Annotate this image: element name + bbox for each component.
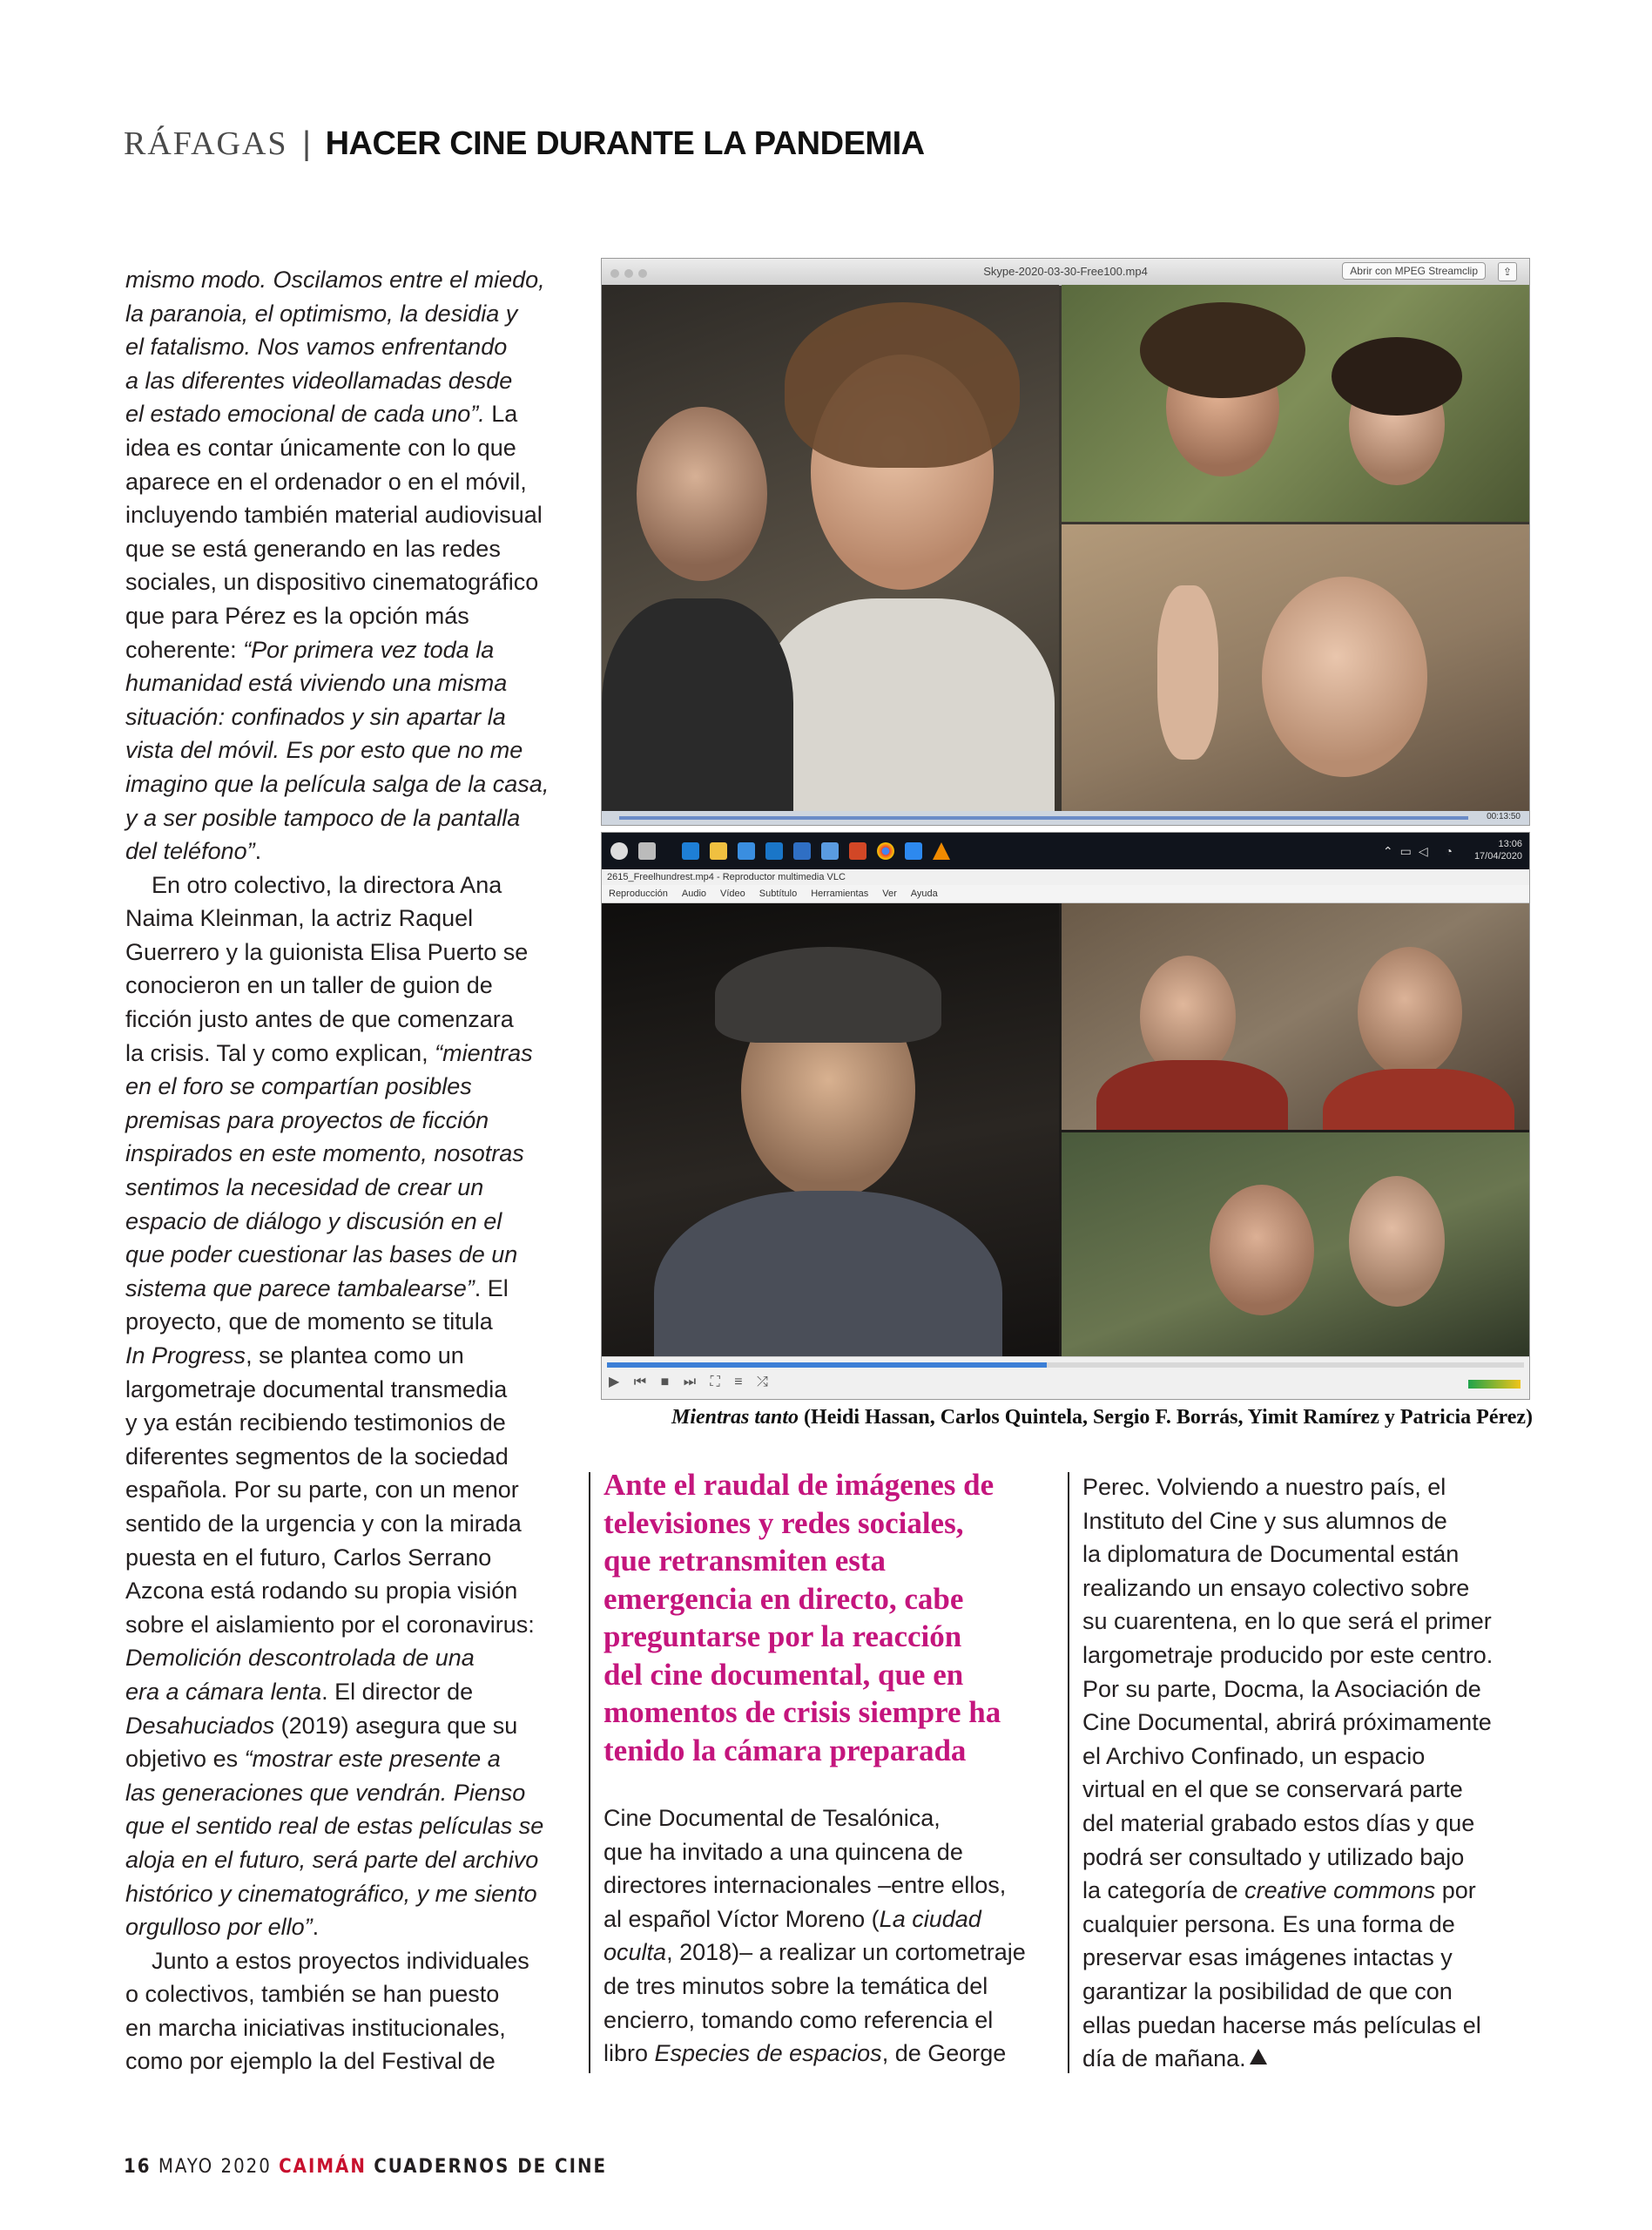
pull-quote-line: del cine documental, que en [603,1657,964,1692]
face-person [1358,947,1462,1078]
text-line: conocieron en un taller de guion de [125,972,493,999]
video-tile-top-right [1062,285,1529,522]
text-line: sociales, un dispositivo cinematográfico [125,569,539,596]
text-line: Guerrero y la guionista Elisa Puerto se [125,938,529,965]
body-shape [1096,1060,1288,1130]
body-shape [759,598,1055,811]
pull-quote-line: preguntarse por la reacción [603,1619,962,1653]
text-line: largometraje documental transmedia [125,1375,508,1402]
text-line: al español Víctor Moreno (La ciudad [603,1905,981,1932]
text-line: sentimos la necesidad de crear un [125,1174,484,1201]
vlc-menu-item: Ver [882,889,897,899]
volume-icon [1468,1380,1521,1389]
cap-shape [715,947,941,1043]
text-line: que se está generando en las redes [125,535,501,562]
text-line: del material grabado estos días y que [1082,1809,1475,1836]
text-line: diferentes segmentos de la sociedad [125,1443,509,1470]
text-line: y ya están recibiendo testimonios de [125,1409,506,1436]
vlc-menu-item: Ayuda [910,889,938,899]
text-line: de tres minutos sobre la temática del [603,1972,988,1999]
text-line: directores internacionales –entre ellos, [603,1872,1007,1899]
face-person [1210,1185,1314,1315]
vlc-window-title: 2615_Freelhundrest.mp4 - Reproductor multimedia VLC [602,869,1529,885]
system-tray: ⌃▭◁ ◔ [1382,844,1460,858]
video-tile-top-right [1062,903,1529,1130]
text-line: largometraje producido por este centro. [1082,1641,1494,1668]
magazine-name: CUADERNOS DE CINE [374,2156,608,2178]
pull-quote-line: Ante el raudal de imágenes de [603,1468,995,1502]
text-line: Desahuciados (2019) asegura que su [125,1712,518,1739]
text-line: idea es contar únicamente con lo que [125,434,516,461]
text-line: humanidad está viviendo una misma [125,670,508,697]
issue-date: MAYO 2020 [158,2156,272,2178]
vlc-menu-bar [602,885,1529,903]
text-line: histórico y cinematográfico, y me siento [125,1880,537,1907]
text-line: a las diferentes videollamadas desde [125,367,513,394]
text-line: objetivo es “mostrar este presente a [125,1746,501,1773]
page-number: 16 [124,2156,152,2178]
text-line: que ha invitado a una quincena de [603,1838,963,1865]
text-line: la categoría de creative commons por [1082,1877,1476,1904]
text-line: el Archivo Confinado, un espacio [1082,1742,1426,1769]
seek-bar [607,1362,1524,1368]
text-line: Perec. Volviendo a nuestro país, el [1082,1474,1446,1500]
text-line: vista del móvil. Es por esto que no me [125,737,523,764]
text-line: incluyendo también material audiovisual [125,502,543,529]
text-line: Cine Documental de Tesalónica, [603,1805,941,1831]
text-line: cualquier persona. Es una forma de [1082,1910,1455,1937]
end-mark-icon [1250,2049,1267,2064]
text-line: sobre el aislamiento por el coronavirus: [125,1611,535,1638]
face-person [1140,956,1236,1078]
search-icon [638,842,656,860]
mail-icon [793,842,811,860]
hair-shape [785,302,1020,468]
text-line: proyecto, que de momento se titula [125,1308,493,1335]
caption-credits: (Heidi Hassan, Carlos Quintela, Sergio F. Borrás, Yimit Ramírez y Patricia Pérez) [799,1406,1533,1429]
hoodie-shape [654,1191,1002,1356]
vlc-menu-item: Vídeo [720,889,745,899]
system-clock [1474,838,1522,862]
text-line: Junto a estos proyectos individuales [125,1947,529,1974]
text-line: española. Por su parte, con un menor [125,1477,519,1504]
text-line: Naima Kleinman, la actriz Raquel [125,905,474,932]
text-line: la paranoia, el optimismo, la desidia y [125,300,518,327]
vlc-menu-item: Herramientas [811,889,869,899]
clock-date: 17/04/2020 [1473,851,1522,862]
text-line: su cuarentena, en lo que será el primer [1082,1608,1492,1635]
vlc-controls [602,1356,1529,1399]
body-shape [1323,1069,1514,1130]
text-line: las generaciones que vendrán. Pienso [125,1779,526,1806]
photo-caption [610,1406,1533,1429]
text-line: espacio de diálogo y discusión en el [125,1207,502,1234]
text-line: la crisis. Tal y como explican, “mientras [125,1039,533,1066]
hand-shape [1157,585,1218,760]
text-line: del teléfono”. [125,838,262,865]
pull-quote-line: momentos de crisis siempre ha [603,1695,1001,1729]
text-line: oculta, 2018)– a realizar un cortometraje [603,1939,1026,1966]
text-line: situación: confinados y sin apartar la [125,703,506,730]
article-column-2 [603,1801,1056,2071]
text-line: el fatalismo. Nos vamos enfrentando [125,334,508,361]
text-line: virtual en el que se conservará parte [1082,1776,1463,1803]
face-person [1262,577,1427,777]
timecode: 00:13:50 [1487,812,1521,821]
text-line: Cine Documental, abrirá próximamente [1082,1709,1492,1736]
open-with-button: Abrir con MPEG Streamclip [1342,262,1486,280]
text-line: día de mañana. [1082,2042,1535,2076]
browser-icon [682,842,699,860]
text-line: realizando un ensayo colectivo sobre [1082,1574,1470,1601]
share-icon: ⇪ [1498,262,1517,281]
pull-quote-line: televisiones y redes sociales, [603,1505,964,1540]
text-line: como por ejemplo la del Festival de [125,2048,496,2075]
body-shape [602,598,793,811]
text-line: Demolición descontrolada de una [125,1645,475,1672]
text-line: en el foro se compartían posibles [125,1073,472,1100]
app-icon [905,842,922,860]
video-tile-large [602,285,1059,811]
seek-fill [607,1362,1047,1368]
chrome-icon [877,842,894,860]
vlc-menu-item: Subtítulo [759,889,798,899]
window-title: Skype-2020-03-30-Free100.mp4 [983,265,1148,278]
photo-skype-call [601,258,1530,826]
text-line: mismo modo. Oscilamos entre el miedo, [125,267,545,293]
text-line: Instituto del Cine y sus alumnos de [1082,1507,1447,1534]
text-line: que el sentido real de estas películas se [125,1813,544,1840]
pull-quote-line: que retransmiten esta [603,1544,887,1578]
clock-time: 13:06 [1498,839,1522,849]
text-line: inspirados en este momento, nosotras [125,1140,524,1167]
text-line: En otro colectivo, la directora Ana [125,871,502,898]
playback-buttons-icon: ▶ ⏮ ■ ⏭ ⛶ ≡ ⤮ [609,1375,773,1389]
text-line: In Progress, se plantea como un [125,1342,464,1368]
text-line: preservar esas imágenes intactas y [1082,1944,1453,1971]
text-line: ellas puedan hacerse más películas el [1082,2011,1481,2038]
text-line: o colectivos, también se han puesto [125,1981,500,2008]
text-line: encierro, tomando como referencia el [603,2006,994,2033]
app-icon [765,842,783,860]
caption-film-title: Mientras tanto [671,1406,799,1429]
face-person [1349,1176,1445,1307]
vlc-icon [933,842,950,860]
pull-quote-line: tenido la cámara preparada [603,1733,967,1767]
text-line: aloja en el futuro, será parte del archivo [125,1846,539,1873]
playback-progress [602,811,1529,825]
section-name: RÁFAGAS [124,125,288,162]
column-rule-right [1068,1472,1069,2073]
header-separator: | [302,125,311,162]
start-icon [610,842,628,860]
text-line: podrá ser consultado y utilizado bajo [1082,1843,1465,1870]
text-line: sentido de la urgencia y con la mirada [125,1510,522,1537]
text-line: sistema que parece tambalearse”. El [125,1274,509,1301]
text-line: el estado emocional de cada uno”. La [125,401,518,428]
pull-quote-line: emergencia en directo, cabe [603,1581,964,1616]
folder-icon [710,842,727,860]
text-line: garantizar la posibilidad de que con [1082,1977,1453,2004]
text-line: orgulloso por ello”. [125,1914,320,1941]
progress-bar [619,816,1468,820]
article-column-3 [1082,1470,1535,2076]
text-line: coherente: “Por primera vez toda la [125,636,495,663]
text-line: y a ser posible tampoco de la pantalla [125,804,521,831]
video-tile-bottom-right [1062,524,1529,811]
face-person [637,407,767,581]
office-icon [849,842,866,860]
column-rule-left [589,1472,590,2073]
hair-shape [1140,302,1305,398]
text-line: Por su parte, Docma, la Asociación de [1082,1675,1481,1702]
section-topic: HACER CINE DURANTE LA PANDEMIA [325,125,925,162]
vlc-menu-item: Reproducción [609,889,668,899]
window-titlebar [602,259,1529,286]
text-line: que para Pérez es la opción más [125,602,469,629]
page-footer [124,2156,607,2178]
text-line: ficción justo antes de que comenzara [125,1006,514,1033]
windows-taskbar [602,833,1529,869]
store-icon [738,842,755,860]
text-line: era a cámara lenta. El director de [125,1678,474,1705]
hair-shape [1332,337,1462,416]
text-line: en marcha iniciativas institucionales, [125,2014,506,2041]
page-header [124,125,925,163]
photo-vlc-playback [601,832,1530,1400]
text-line: aparece en el ordenador o en el móvil, [125,468,527,495]
text-line: que poder cuestionar las bases de un [125,1241,518,1268]
text-line: Azcona está rodando su propia visión [125,1578,518,1605]
text-line: puesta en el futuro, Carlos Serrano [125,1544,492,1571]
magazine-brand: CAIMÁN [279,2156,367,2178]
video-tile-bottom-right [1062,1132,1529,1356]
text-line: libro Especies de espacios, de George [603,2040,1007,2067]
pull-quote [603,1466,1056,1769]
video-tile-large [602,903,1059,1356]
article-column-1 [125,263,578,2078]
text-line: la diplomatura de Documental están [1082,1541,1460,1568]
text-line: premisas para proyectos de ficción [125,1106,489,1133]
text-line: imagino que la película salga de la casa, [125,770,550,797]
app-icon [821,842,839,860]
vlc-menu-item: Audio [681,889,707,899]
